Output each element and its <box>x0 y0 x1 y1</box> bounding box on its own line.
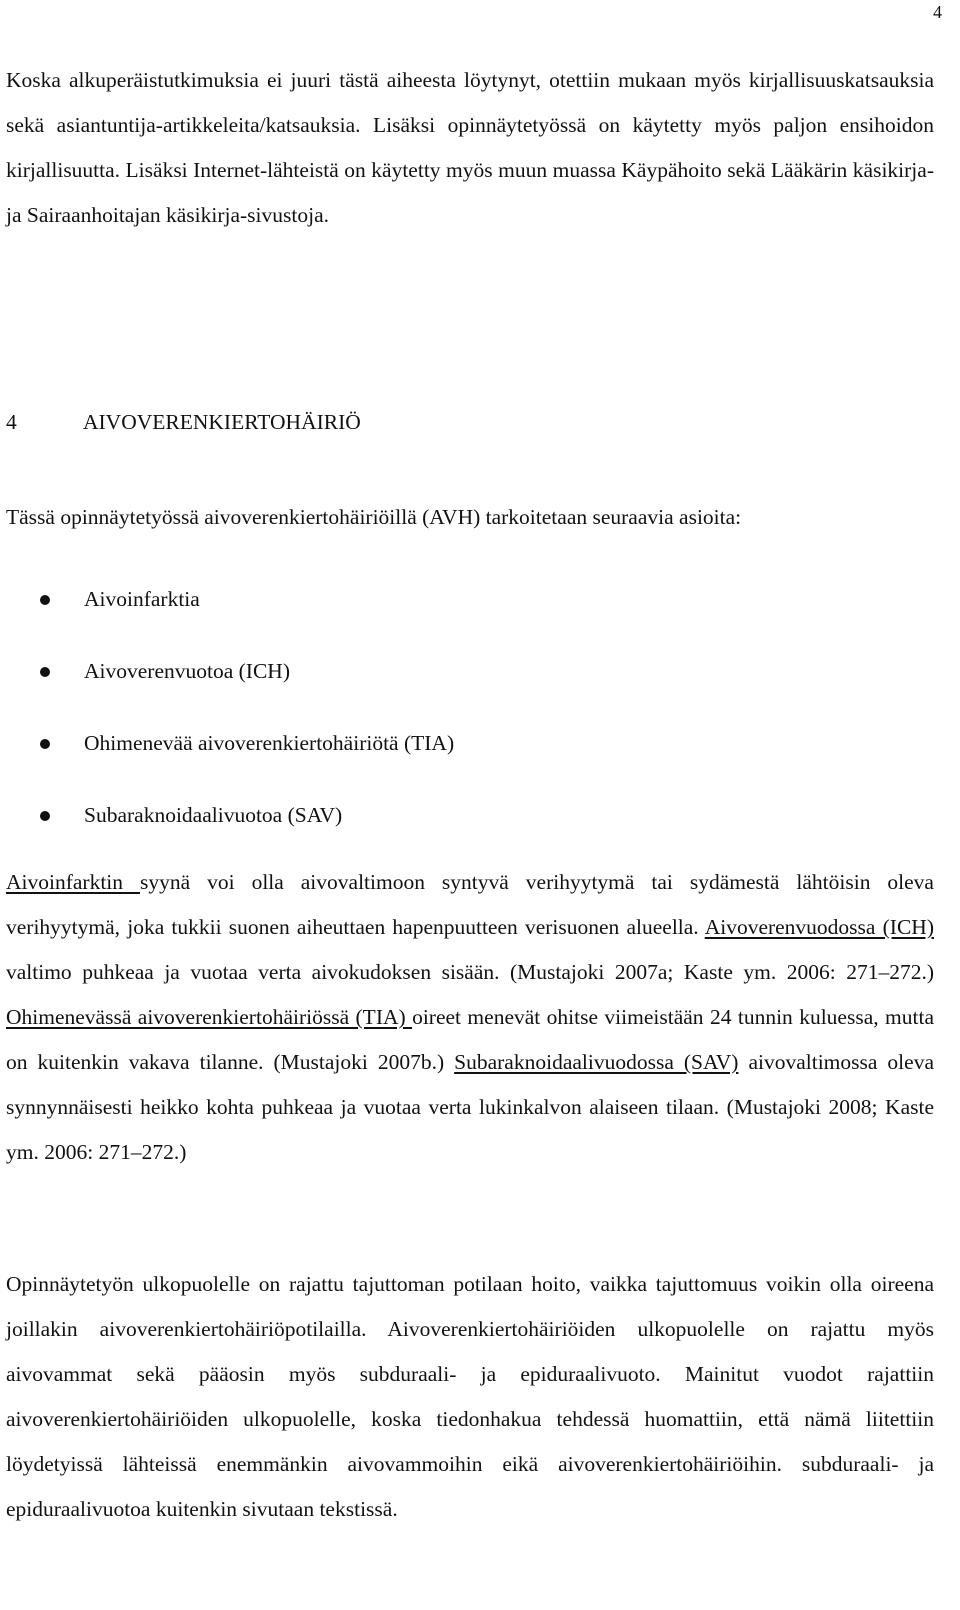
page-number: 4 <box>933 2 942 22</box>
scope-paragraph-block <box>6 1262 934 1532</box>
list-item <box>0 577 454 649</box>
paragraph-definitions <box>6 860 934 1175</box>
bullet-icon <box>40 667 50 677</box>
paragraph-sources: Koska alkuperäistutkimuksia ei juuri tästä aiheesta löytynyt, otettiin mukaan myös kirjallisuuskatsauksia sekä asiantuntija-artikkeleita/katsauksia. Lisäksi opinnäytetyössä on käytetty myös paljon ensihoidon kirjallisuutta. Lisäksi Internet-lähteistä on käytetty myös muun muassa Käypähoito sekä Lääkärin käsikirja- ja Sairaanhoitajan käsikirja-sivustoja. <box>6 68 934 227</box>
term-ich: Aivoverenvuodossa (ICH) <box>704 915 934 939</box>
list-item <box>0 793 454 865</box>
definition-intro: Tässä opinnäytetyössä aivoverenkiertohäiriöillä (AVH) tarkoitetaan seuraavia asioita: <box>6 505 742 529</box>
list-item-label: Aivoverenvuotoa (ICH) <box>84 659 290 683</box>
section-heading <box>6 410 361 435</box>
definition-text: valtimo puhkeaa ja vuotaa verta aivokudoksen sisään. (Mustajoki 2007a; Kaste ym. 2006: 271–272.) <box>6 960 934 984</box>
list-item <box>0 721 454 793</box>
list-item <box>0 649 454 721</box>
term-sav: Subaraknoidaalivuodossa (SAV) <box>454 1050 739 1074</box>
definition-text: aivovaltimossa oleva synnynnäisesti heikko kohta puhkeaa ja vuotaa verta lukinkalvon alaiseen tilaan. (Mustajoki 2008; Kaste ym. 2006: 271–272.) <box>6 1050 934 1164</box>
definitions-paragraph-block <box>6 860 934 1175</box>
definition-text: oireet menevät ohitse viimeistään 24 tunnin kuluessa, mutta on kuitenkin vakava tilanne. (Mustajoki 2007b.) <box>6 1005 934 1074</box>
term-aivoinfarkti: Aivoinfarktin <box>6 870 140 894</box>
term-tia: Ohimenevässä aivoverenkiertohäiriössä (TIA) <box>6 1005 413 1029</box>
bullet-icon <box>40 811 50 821</box>
definition-text: syynä voi olla aivovaltimoon syntyvä verihyytymä tai sydämestä lähtöisin oleva verihyytymä, joka tukkii suonen aiheuttaen hapenpuutteen verisuonen alueella. <box>6 870 934 939</box>
bullet-icon <box>40 739 50 749</box>
paragraph-scope: Opinnäytetyön ulkopuolelle on rajattu tajuttoman potilaan hoito, vaikka tajuttomuus voikin olla oireena joillakin aivoverenkiertohäiriöpotilailla. Aivoverenkiertohäiriöiden ulkopuolelle on rajattu myös aivovammat sekä pääosin myös subduraali- ja epiduraalivuoto. Mainitut vuodot rajattiin aivoverenkiertohäiriöiden ulkopuolelle, koska tiedonhakua tehdessä huomattiin, että nämä liitettiin löydetyissä lähteissä enemmänkin aivovammoihin eikä aivoverenkiertohäiriöihin. subduraali- ja epiduraalivuotoa kuitenkin sivutaan tekstissä. <box>6 1272 934 1521</box>
list-item-label: Aivoinfarktia <box>84 587 200 611</box>
intro-paragraph-block <box>6 58 934 238</box>
section-title: AIVOVERENKIERTOHÄIRIÖ <box>83 410 361 434</box>
list-item-label: Subaraknoidaalivuotoa (SAV) <box>84 803 343 827</box>
list-item-label: Ohimenevää aivoverenkiertohäiriötä (TIA) <box>84 731 455 755</box>
section-number: 4 <box>6 410 17 434</box>
bullet-icon <box>40 595 50 605</box>
definition-list <box>0 577 454 865</box>
